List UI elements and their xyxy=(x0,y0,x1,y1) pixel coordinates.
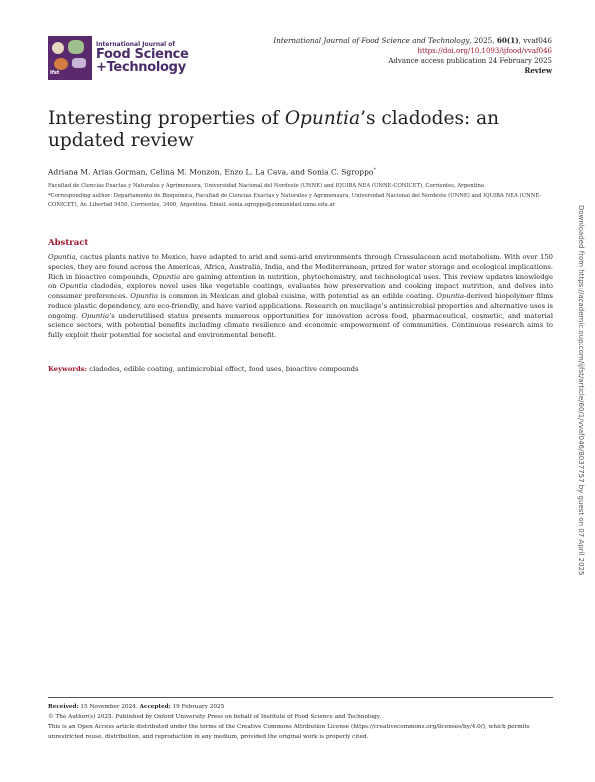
title-post: ’s cladodes: an updated review xyxy=(48,108,500,151)
footer xyxy=(48,702,553,742)
download-note: Downloaded from https://academic.oup.com/ijfst/article/60/1/vvaf046/8037757 by guest on 07 April 2025 xyxy=(577,205,585,576)
article-type: Review xyxy=(524,66,552,75)
doi-link[interactable]: https://doi.org/10.1093/ijfood/vvaf046 xyxy=(417,47,552,55)
dates xyxy=(48,702,553,712)
license-pre: This is an Open Access article distributed under the terms of the Creative Commons Attribution License ( xyxy=(48,724,354,730)
affiliations xyxy=(48,182,548,211)
logo-tag: ifst xyxy=(50,70,60,76)
accepted-date: 19 February 2025 xyxy=(170,704,225,710)
abstract-italic: Opuntia xyxy=(81,311,110,320)
journal-citation xyxy=(273,36,552,46)
abstract-segment: -derived biopolymer films reduce plastic dependency, are eco-friendly, and have varied applications. Research on mucilage’s antimicrobial properties and alternative uses is ongoing. xyxy=(48,292,554,320)
abstract-heading: Abstract xyxy=(48,238,89,248)
license-link[interactable]: https://creativecommons.org/licenses/by/4.0/ xyxy=(353,724,483,730)
title-pre: Interesting properties of xyxy=(48,108,285,129)
accepted-label: Accepted: xyxy=(139,704,171,710)
received-label: Received: xyxy=(48,704,79,710)
abstract-italic: Opuntia xyxy=(59,282,88,291)
title-italic: Opuntia xyxy=(284,108,361,129)
abstract-segment: are gaining attention in nutrition, phytochemistry, and technological uses. This review updates knowledge on xyxy=(48,272,553,291)
abstract-segment: is common in Mexican and global cuisine, with potential as an edible coating. xyxy=(158,292,437,300)
logo-image xyxy=(48,36,92,80)
keywords xyxy=(48,365,359,373)
copyright: © The Author(s) 2025. Published by Oxford University Press on behalf of Institute of Food Science and Technology. xyxy=(48,714,382,720)
advance-access: Advance access publication 24 February 2025 xyxy=(388,57,552,65)
received-date: 15 November 2024. xyxy=(78,704,140,710)
article-title xyxy=(48,108,548,152)
authors-text: Adriana M. Arias Gorman, Celina M. Monzon, Enzo L. La Cava, and Sonia C. Sgroppo xyxy=(48,167,374,177)
abstract-segment: cladodes, explores novel uses like vegetable coatings, evaluates how preservation and cooking impact nutrition, and delves into consumer preferences. xyxy=(48,282,553,300)
download-sidebar xyxy=(575,205,587,585)
abstract-italic: Opuntia xyxy=(436,292,465,300)
journal-volume: 60(1) xyxy=(496,36,519,45)
footer-divider xyxy=(48,697,553,698)
abstract-segment: , cactus plants native to Mexico, have adapted to arid and semi-arid environments through Crassulacean acid metabolism. With over 150 species, they are found across the Americas, Africa, Australia, India, and the Mediterranean, prized for water storage and ecological implications. Rich in bioactive compounds, xyxy=(48,253,553,281)
license xyxy=(48,722,553,742)
abstract-italic: Opuntia xyxy=(130,292,159,300)
affiliation-line: Facultad de Ciencias Exactas y Naturales y Agrimensura, Universidad Nacional del Nordeste (UNNE) and IQUIBA NEA (UNNE-CONICET), Corrientes, Argentina xyxy=(48,183,485,189)
keywords-list: cladodes, edible coating, antimicrobial effect, food uses, bioactive compounds xyxy=(89,365,359,373)
keywords-heading: Keywords: xyxy=(48,365,88,373)
logo-line3: +Technology xyxy=(96,60,186,75)
corresponding-author: *Corresponding author: Departamento de Bioquímica, Facultad de Ciencias Exactas y Naturales y Agrimensura, Universidad Nacional del Nordeste (UNNE) and IQUIBA NEA (UNNE-CONICET), Av. Libertad 5450, Corrientes, 3400, Argentina. Email: sonia.sgroppo@comunidad.unne.edu.ar xyxy=(48,192,542,208)
abstract-italic: Opuntia xyxy=(48,253,76,261)
logo-line2: Food Science xyxy=(96,47,189,62)
journal-info xyxy=(273,36,552,76)
abstract-text xyxy=(48,253,553,341)
license-post: ), which permits unrestricted reuse, distribution, and reproduction in any medium, provided the original work is properly cited. xyxy=(48,724,530,740)
journal-year: , 2025, xyxy=(469,36,497,45)
author-list xyxy=(48,165,376,178)
abstract-segment: ’s underutilised status presents numerous opportunities for innovation across food, pharmaceutical, cosmetic, and material science sectors, with potential benefits including climate resilience and economic empowerment of communities. Continuous research aims to fully exploit their potential for societal and environmental benefit. xyxy=(48,311,553,339)
corresponding-mark: * xyxy=(373,167,376,173)
abstract-italic: Opuntia xyxy=(152,272,181,281)
journal-logo xyxy=(48,36,200,80)
logo-line1: International Journal of xyxy=(96,41,176,48)
article-id: , vvaf046 xyxy=(518,36,552,45)
logo-wordmark xyxy=(96,41,189,74)
journal-name: International Journal of Food Science and Technology xyxy=(273,36,470,45)
